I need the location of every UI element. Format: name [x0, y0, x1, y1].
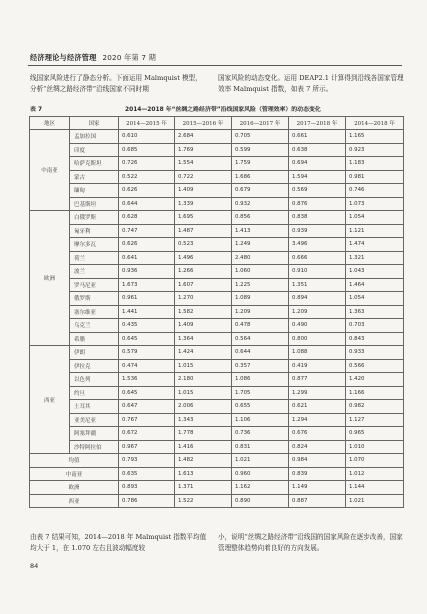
table-row: [30, 413, 404, 427]
value-cell: 0.824: [289, 440, 346, 454]
value-cell: 1.149: [289, 481, 346, 495]
value-cell: 1.012: [346, 467, 404, 481]
value-cell: 3.496: [289, 238, 346, 252]
value-cell: 0.357: [232, 359, 289, 373]
value-cell: 2.006: [175, 400, 232, 414]
value-cell: 1.487: [175, 224, 232, 238]
value-cell: 1.089: [232, 292, 289, 306]
value-cell: 1.416: [175, 440, 232, 454]
value-cell: 1.054: [346, 292, 404, 306]
value-cell: 0.628: [119, 211, 175, 225]
value-cell: 2.684: [175, 130, 232, 144]
value-cell: 0.726: [119, 157, 175, 171]
column-header: 2014—2015 年: [119, 117, 175, 130]
value-cell: 1.144: [346, 481, 404, 495]
value-cell: 0.747: [119, 224, 175, 238]
value-cell: 0.961: [119, 292, 175, 306]
value-cell: 1.482: [175, 454, 232, 468]
value-cell: 0.638: [289, 143, 346, 157]
value-cell: 0.736: [232, 427, 289, 441]
value-cell: 1.162: [232, 481, 289, 495]
value-cell: 1.088: [289, 346, 346, 360]
value-cell: 0.679: [232, 184, 289, 198]
value-cell: 1.496: [175, 251, 232, 265]
table-row: [30, 157, 404, 171]
summary-label-cell: 西亚: [30, 494, 119, 508]
value-cell: 2.480: [232, 251, 289, 265]
value-cell: 1.270: [175, 292, 232, 306]
table-header-row: [30, 117, 404, 130]
value-cell: 1.054: [346, 211, 404, 225]
value-cell: 1.010: [346, 440, 404, 454]
value-cell: 0.932: [232, 197, 289, 211]
value-cell: 0.843: [346, 332, 404, 346]
table-row: [30, 386, 404, 400]
value-cell: 1.424: [175, 346, 232, 360]
value-cell: 0.856: [232, 211, 289, 225]
value-cell: 1.522: [175, 494, 232, 508]
data-table: [29, 116, 404, 508]
value-cell: 0.746: [346, 184, 404, 198]
value-cell: 0.800: [289, 332, 346, 346]
country-cell: 印度: [70, 143, 119, 157]
table-row: [30, 319, 404, 333]
value-cell: 1.266: [175, 265, 232, 279]
value-cell: 0.767: [119, 413, 175, 427]
region-cell: 中南亚: [30, 130, 70, 211]
value-cell: 0.655: [232, 400, 289, 414]
value-cell: 0.703: [346, 319, 404, 333]
value-cell: 1.759: [232, 157, 289, 171]
value-cell: 1.695: [175, 211, 232, 225]
value-cell: 1.686: [232, 170, 289, 184]
value-cell: 0.887: [289, 494, 346, 508]
value-cell: 0.644: [119, 197, 175, 211]
country-cell: 巴基斯坦: [70, 197, 119, 211]
table-row: [30, 265, 404, 279]
value-cell: 0.569: [289, 184, 346, 198]
value-cell: 1.209: [232, 305, 289, 319]
table-number: 表 7: [30, 107, 43, 113]
value-cell: 1.121: [346, 224, 404, 238]
value-cell: 0.722: [175, 170, 232, 184]
intro-right-paragraph: 国家风险的动态变化。运用 DEAP2.1 计算得到沿线各国家管理效率 Malmquist 指数，如表 7 所示。: [218, 74, 404, 94]
value-cell: 1.613: [175, 467, 232, 481]
value-cell: 0.599: [232, 143, 289, 157]
value-cell: 0.936: [119, 265, 175, 279]
value-cell: 1.021: [232, 454, 289, 468]
value-cell: 1.299: [289, 386, 346, 400]
summary-label-cell: 中南亚: [30, 467, 119, 481]
value-cell: 0.435: [119, 319, 175, 333]
value-cell: 1.769: [175, 143, 232, 157]
journal-header: [30, 53, 156, 63]
intro-left-paragraph: 线国家风险进行了静态分析。下面运用 Malmquist 模型，分析“丝绸之路经济带”沿线国家不同时期: [30, 74, 202, 94]
conclusion-left-paragraph: 由表 7 结果可知，2014—2018 年 Malmquist 指数平均值均大于 1，在 1.070 左右且波动幅度较: [30, 533, 207, 553]
value-cell: 0.793: [119, 454, 175, 468]
value-cell: 1.166: [346, 386, 404, 400]
value-cell: 0.564: [232, 332, 289, 346]
table-row: [30, 238, 404, 252]
region-cell: 西亚: [30, 346, 70, 454]
value-cell: 1.554: [175, 157, 232, 171]
value-cell: 1.127: [346, 413, 404, 427]
value-cell: 0.474: [119, 359, 175, 373]
column-header: 2014—2018 年: [346, 117, 404, 130]
value-cell: 1.073: [346, 197, 404, 211]
summary-row: [30, 467, 404, 481]
value-cell: 1.420: [346, 373, 404, 387]
country-cell: 摩尔多瓦: [70, 238, 119, 252]
country-cell: 希腊: [70, 332, 119, 346]
value-cell: 0.566: [346, 359, 404, 373]
value-cell: 0.965: [346, 427, 404, 441]
column-header: 国家: [70, 117, 119, 130]
value-cell: 1.705: [232, 386, 289, 400]
country-cell: 伊拉克: [70, 359, 119, 373]
value-cell: 1.106: [232, 413, 289, 427]
value-cell: 1.536: [119, 373, 175, 387]
value-cell: 1.607: [175, 278, 232, 292]
table-row: [30, 211, 404, 225]
country-cell: 波兰: [70, 265, 119, 279]
value-cell: 0.894: [289, 292, 346, 306]
country-cell: 亚美尼亚: [70, 413, 119, 427]
value-cell: 0.877: [289, 373, 346, 387]
value-cell: 0.610: [119, 130, 175, 144]
value-cell: 0.984: [289, 454, 346, 468]
value-cell: 1.183: [346, 157, 404, 171]
table-row: [30, 427, 404, 441]
column-header: 2015—2016 年: [175, 117, 232, 130]
summary-row: [30, 494, 404, 508]
value-cell: 0.967: [119, 440, 175, 454]
value-cell: 1.673: [119, 278, 175, 292]
value-cell: 1.413: [232, 224, 289, 238]
table-row: [30, 305, 404, 319]
page-number: 84: [30, 562, 39, 570]
value-cell: 0.644: [232, 346, 289, 360]
value-cell: 0.522: [119, 170, 175, 184]
value-cell: 1.343: [175, 413, 232, 427]
country-cell: 乌克兰: [70, 319, 119, 333]
country-cell: 罗马尼亚: [70, 278, 119, 292]
table-row: [30, 278, 404, 292]
table-row: [30, 170, 404, 184]
table-caption: [30, 104, 404, 114]
value-cell: 0.923: [346, 143, 404, 157]
value-cell: 0.490: [289, 319, 346, 333]
value-cell: 0.910: [289, 265, 346, 279]
value-cell: 0.705: [232, 130, 289, 144]
value-cell: 1.441: [119, 305, 175, 319]
country-cell: 土耳其: [70, 400, 119, 414]
value-cell: 0.786: [119, 494, 175, 508]
value-cell: 0.661: [289, 130, 346, 144]
country-cell: 蒙古: [70, 170, 119, 184]
country-cell: 孟加拉国: [70, 130, 119, 144]
table-row: [30, 224, 404, 238]
value-cell: 1.371: [175, 481, 232, 495]
value-cell: 0.933: [346, 346, 404, 360]
value-cell: 1.778: [175, 427, 232, 441]
country-cell: 以色列: [70, 373, 119, 387]
table-row: [30, 143, 404, 157]
value-cell: 1.409: [175, 319, 232, 333]
table-row: [30, 130, 404, 144]
value-cell: 1.021: [346, 494, 404, 508]
column-header: 2017—2018 年: [289, 117, 346, 130]
value-cell: 0.478: [232, 319, 289, 333]
value-cell: 0.831: [232, 440, 289, 454]
value-cell: 0.645: [119, 332, 175, 346]
value-cell: 1.294: [289, 413, 346, 427]
value-cell: 1.594: [289, 170, 346, 184]
country-cell: 塞尔维亚: [70, 305, 119, 319]
country-cell: 伊朗: [70, 346, 119, 360]
value-cell: 1.015: [175, 386, 232, 400]
value-cell: 1.351: [289, 278, 346, 292]
value-cell: 1.086: [232, 373, 289, 387]
value-cell: 0.672: [119, 427, 175, 441]
table-row: [30, 346, 404, 360]
journal-issue: 2020 年第 7 期: [102, 53, 156, 62]
country-cell: 约旦: [70, 386, 119, 400]
table-row: [30, 292, 404, 306]
value-cell: 1.364: [175, 332, 232, 346]
table-row: [30, 184, 404, 198]
summary-row: [30, 481, 404, 495]
value-cell: 2.180: [175, 373, 232, 387]
country-cell: 白俄罗斯: [70, 211, 119, 225]
value-cell: 1.060: [232, 265, 289, 279]
region-cell: 欧洲: [30, 211, 70, 346]
value-cell: 0.893: [119, 481, 175, 495]
value-cell: 1.249: [232, 238, 289, 252]
country-cell: 缅甸: [70, 184, 119, 198]
value-cell: 1.043: [346, 265, 404, 279]
summary-label-cell: 均值: [30, 454, 119, 468]
table-row: [30, 400, 404, 414]
value-cell: 0.982: [346, 400, 404, 414]
conclusion-right-paragraph: 小，说明“丝绸之路经济带”沿线国的国家风险在逐步改善，国家管理整体趋势向着良好的方向发展。: [218, 533, 403, 553]
value-cell: 1.321: [346, 251, 404, 265]
table-row: [30, 373, 404, 387]
value-cell: 1.339: [175, 197, 232, 211]
value-cell: 1.474: [346, 238, 404, 252]
value-cell: 0.626: [119, 238, 175, 252]
column-header: 2016—2017 年: [232, 117, 289, 130]
value-cell: 1.363: [346, 305, 404, 319]
journal-title: 经济理论与经济管理: [30, 53, 97, 62]
value-cell: 0.838: [289, 211, 346, 225]
value-cell: 0.641: [119, 251, 175, 265]
country-cell: 匈牙利: [70, 224, 119, 238]
value-cell: 0.981: [346, 170, 404, 184]
country-cell: 俄罗斯: [70, 292, 119, 306]
value-cell: 1.582: [175, 305, 232, 319]
summary-label-cell: 欧洲: [30, 481, 119, 495]
table-row: [30, 332, 404, 346]
table-row: [30, 197, 404, 211]
value-cell: 0.579: [119, 346, 175, 360]
value-cell: 1.464: [346, 278, 404, 292]
value-cell: 0.621: [289, 400, 346, 414]
country-cell: 哈萨克斯坦: [70, 157, 119, 171]
table-row: [30, 359, 404, 373]
value-cell: 0.939: [289, 224, 346, 238]
country-cell: 荷兰: [70, 251, 119, 265]
table-title: 2014—2018 年“丝绸之路经济带”沿线国家风险（管理效率）的动态变化: [125, 107, 321, 113]
summary-row: [30, 454, 404, 468]
country-cell: 阿塞拜疆: [70, 427, 119, 441]
value-cell: 0.523: [175, 238, 232, 252]
country-cell: 沙特阿拉伯: [70, 440, 119, 454]
value-cell: 0.419: [289, 359, 346, 373]
value-cell: 1.070: [346, 454, 404, 468]
header-rule: [28, 65, 402, 66]
value-cell: 0.666: [289, 251, 346, 265]
value-cell: 0.839: [289, 467, 346, 481]
column-header: 地区: [30, 117, 70, 130]
value-cell: 0.645: [119, 386, 175, 400]
table-row: [30, 251, 404, 265]
value-cell: 0.626: [119, 184, 175, 198]
value-cell: 0.635: [119, 467, 175, 481]
value-cell: 1.015: [175, 359, 232, 373]
value-cell: 1.225: [232, 278, 289, 292]
value-cell: 0.694: [289, 157, 346, 171]
value-cell: 0.890: [232, 494, 289, 508]
value-cell: 0.960: [232, 467, 289, 481]
value-cell: 0.647: [119, 400, 175, 414]
value-cell: 1.209: [289, 305, 346, 319]
value-cell: 0.685: [119, 143, 175, 157]
table-row: [30, 440, 404, 454]
value-cell: 0.876: [289, 197, 346, 211]
value-cell: 1.409: [175, 184, 232, 198]
value-cell: 0.676: [289, 427, 346, 441]
value-cell: 1.165: [346, 130, 404, 144]
